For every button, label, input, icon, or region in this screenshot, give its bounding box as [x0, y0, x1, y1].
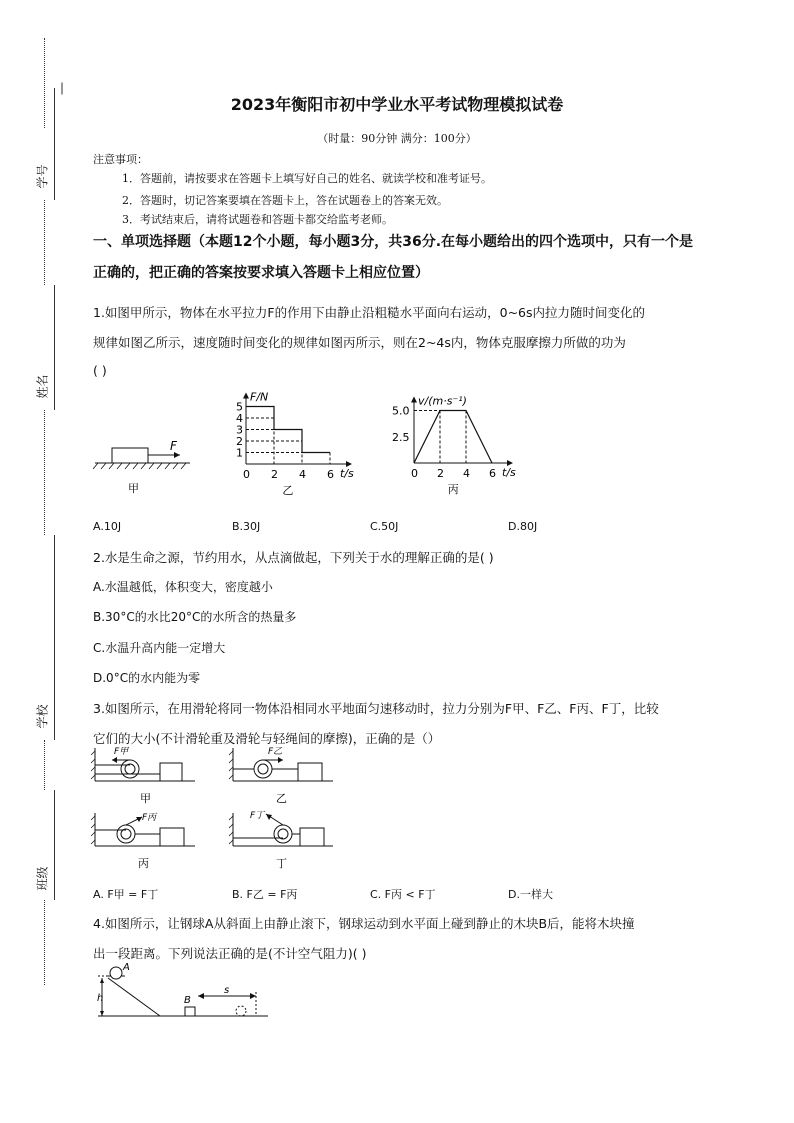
svg-text:丙: 丙 [138, 857, 149, 870]
q4-ramp-figure [90, 962, 275, 1024]
y-tick-label: 1 [236, 446, 243, 460]
q1-line: ( ) [93, 363, 107, 378]
x-tick-label: 6 [327, 468, 334, 481]
q2-option-d[interactable]: D.0°C的水内能为零 [93, 671, 201, 685]
q3-option-b[interactable]: B. F乙 = F丙 [232, 888, 298, 901]
q4-line: 4.如图所示，让钢球A从斜面上由静止滚下，钢球运动到水平面上碰到静止的木块B后，能将木块撞 [93, 916, 635, 931]
section-heading: 一、单项选择题（本题12个小题，每小题3分，共36分.在每小题给出的四个选项中，只有一个是 [93, 234, 694, 250]
y-axis-arrow [243, 393, 249, 399]
section-heading-cont: 正确的，把正确的答案按要求填入答题卡上相应位置） [93, 265, 429, 281]
pulley-figure-jia [90, 743, 200, 805]
q1-option-a[interactable]: A.10J [93, 520, 122, 533]
y-tick-label: 4 [236, 412, 243, 425]
note-item: 3．考试结束后，请将试题卷和答题卡都交给监考老师。 [122, 213, 393, 226]
dotted-line [44, 410, 45, 535]
q1-figure-jia [90, 430, 200, 500]
svg-text:甲: 甲 [140, 792, 151, 805]
school-label: 学校 [35, 704, 50, 729]
x-tick-label: 0 [411, 467, 418, 480]
y-tick-label: 2.5 [392, 430, 410, 444]
class-label: 班级 [35, 866, 50, 891]
dotted-line [44, 200, 45, 285]
dotted-line [44, 740, 45, 790]
note-item: 2．答题时，切记答案要填在答题卡上，答在试题卷上的答案无效。 [122, 194, 448, 207]
q1-option-b[interactable]: B.30J [232, 520, 261, 533]
student-id-label: 学号 [35, 164, 50, 189]
figure-caption: 甲 [128, 482, 139, 495]
q1-line: 1.如图甲所示，物体在水平拉力F的作用下由静止沿粗糙水平面向右运动，0~6s内拉力随时间变化的 [93, 305, 646, 320]
q4-line: 出一段距离。下列说法正确的是(不计空气阻力)( ) [93, 946, 367, 961]
exam-title: 2023年衡阳市初中学业水平考试物理模拟试卷 [230, 95, 564, 114]
svg-text:F甲: F甲 [114, 747, 129, 757]
svg-text:F丁: F丁 [250, 811, 265, 821]
figure-caption: 丙 [447, 483, 459, 496]
x-tick-label: 4 [463, 467, 470, 480]
dotted-line [44, 900, 45, 985]
x-tick-label: 2 [271, 468, 278, 481]
svg-text:B: B [184, 995, 191, 1006]
pulley-figure-yi [228, 743, 338, 805]
chart-force-time [228, 388, 368, 498]
data-series-line [414, 411, 492, 464]
exam-subtitle: （时量：90分钟 满分：100分） [317, 132, 477, 145]
q3-option-c[interactable]: C. F丙 < F丁 [370, 888, 436, 901]
q3-line: 3.如图所示，在用滑轮将同一物体沿相同水平地面匀速移动时，拉力分别为F甲、F乙、F丙、F丁，比较 [93, 701, 659, 716]
chart-velocity-time [390, 383, 530, 498]
q3-option-a[interactable]: A. F甲 = F丁 [93, 888, 159, 901]
svg-text:乙: 乙 [276, 792, 287, 805]
q1-line: 规律如图乙所示，速度随时间变化的规律如图丙所示，则在2~4s内，物体克服摩擦力所做的功为 [93, 335, 626, 350]
svg-text:F丙: F丙 [142, 813, 157, 823]
x-tick-label: 2 [437, 467, 444, 480]
y-axis-label: F/N [250, 390, 269, 404]
svg-text:s: s [224, 985, 230, 996]
y-axis-label: v/(m·s⁻¹) [418, 394, 467, 408]
svg-text:h: h [97, 993, 104, 1004]
figure-caption: 乙 [282, 484, 294, 497]
x-axis-label: t/s [340, 467, 354, 480]
q1-option-c[interactable]: C.50J [370, 520, 399, 533]
notes-heading: 注意事项： [93, 153, 148, 166]
note-item: 1．答题前，请按要求在答题卡上填写好自己的姓名、就读学校和准考证号。 [122, 172, 492, 185]
pulley-figure-bing [90, 808, 200, 870]
name-label: 姓名 [35, 374, 50, 399]
y-tick-label: 5.0 [392, 404, 410, 418]
y-tick-label: 5 [236, 400, 243, 414]
q2-stem: 2.水是生命之源，节约用水，从点滴做起，下列关于水的理解正确的是( ) [93, 550, 494, 565]
q1-option-d[interactable]: D.80J [508, 520, 538, 533]
x-tick-label: 0 [243, 468, 250, 481]
x-axis-label: t/s [502, 466, 516, 479]
q3-option-d[interactable]: D.一样大 [508, 888, 553, 901]
q2-option-a[interactable]: A.水温越低，体积变大，密度越小 [93, 580, 273, 594]
q2-option-c[interactable]: C.水温升高内能一定增大 [93, 641, 226, 655]
pulley-figure-ding [228, 808, 338, 870]
svg-text:丁: 丁 [276, 857, 287, 870]
y-tick-label: 2 [236, 435, 243, 448]
svg-text:F乙: F乙 [268, 747, 283, 757]
x-tick-label: 6 [489, 467, 496, 480]
x-tick-label: 4 [299, 468, 306, 481]
y-tick-label: 3 [236, 423, 243, 437]
y-axis-arrow [411, 397, 417, 403]
q3-line: 它们的大小(不计滑轮重及滑轮与轻绳间的摩擦)，正确的是（） [93, 731, 441, 746]
force-label: F [170, 439, 177, 453]
q2-option-b[interactable]: B.30°C的水比20°C的水所含的热量多 [93, 610, 297, 624]
svg-text:A: A [123, 962, 130, 973]
